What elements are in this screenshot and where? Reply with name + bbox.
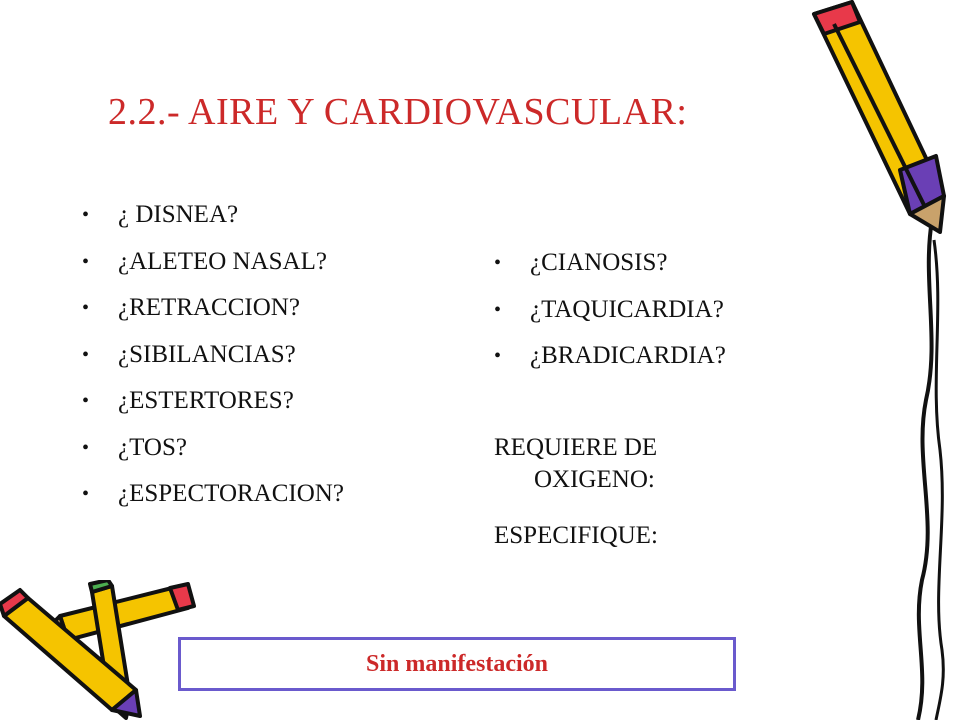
bullet: •: [82, 483, 90, 505]
list-item-label: ¿BRADICARDIA?: [530, 342, 726, 369]
bullet: •: [82, 343, 90, 366]
pencils-clipart-icon: [0, 580, 200, 720]
bullet: •: [494, 345, 502, 367]
bullet: •: [82, 436, 90, 459]
list-item: [82, 247, 344, 294]
no-manifestation-box[interactable]: [178, 637, 736, 691]
slide-title: 2.2.- AIRE Y CARDIOVASCULAR:: [108, 91, 688, 133]
list-item: [82, 293, 344, 340]
airway-symptom-list: [82, 200, 344, 526]
list-item: [494, 248, 726, 295]
bullet: •: [82, 204, 90, 226]
list-item-label: ¿RETRACCION?: [118, 294, 300, 321]
oxygen-line-2: OXIGENO:: [534, 466, 655, 493]
bullet: •: [494, 298, 502, 321]
oxygen-line-1: REQUIERE DE: [494, 434, 658, 461]
list-item-label: ¿TOS?: [118, 433, 187, 461]
list-item: [494, 295, 726, 342]
list-item-label: ¿ALETEO NASAL?: [118, 247, 327, 275]
list-item-label: ¿SIBILANCIAS?: [118, 340, 296, 368]
list-item: [82, 433, 344, 480]
list-item-label: ¿CIANOSIS?: [530, 249, 668, 276]
page-curl-edge: [900, 220, 960, 720]
bullet: •: [82, 250, 90, 273]
pencil-clipart-icon: [800, 0, 950, 240]
list-item-label: ¿TAQUICARDIA?: [530, 295, 724, 323]
list-item: [82, 479, 344, 526]
specify-label: ESPECIFIQUE:: [494, 522, 658, 549]
list-item: [82, 200, 344, 247]
bullet: •: [494, 252, 502, 274]
bullet: •: [82, 390, 90, 412]
list-item: [82, 340, 344, 387]
cardio-symptom-list: [494, 248, 726, 388]
oxygen-requirement: [494, 432, 794, 496]
list-item: [494, 341, 726, 388]
list-item-label: ¿ DISNEA?: [118, 201, 239, 228]
list-item-label: ¿ESTERTORES?: [118, 387, 294, 414]
list-item: [82, 386, 344, 433]
no-manifestation-label: Sin manifestación: [365, 650, 548, 677]
list-item-label: ¿ESPECTORACION?: [118, 480, 344, 507]
bullet: •: [82, 297, 90, 319]
